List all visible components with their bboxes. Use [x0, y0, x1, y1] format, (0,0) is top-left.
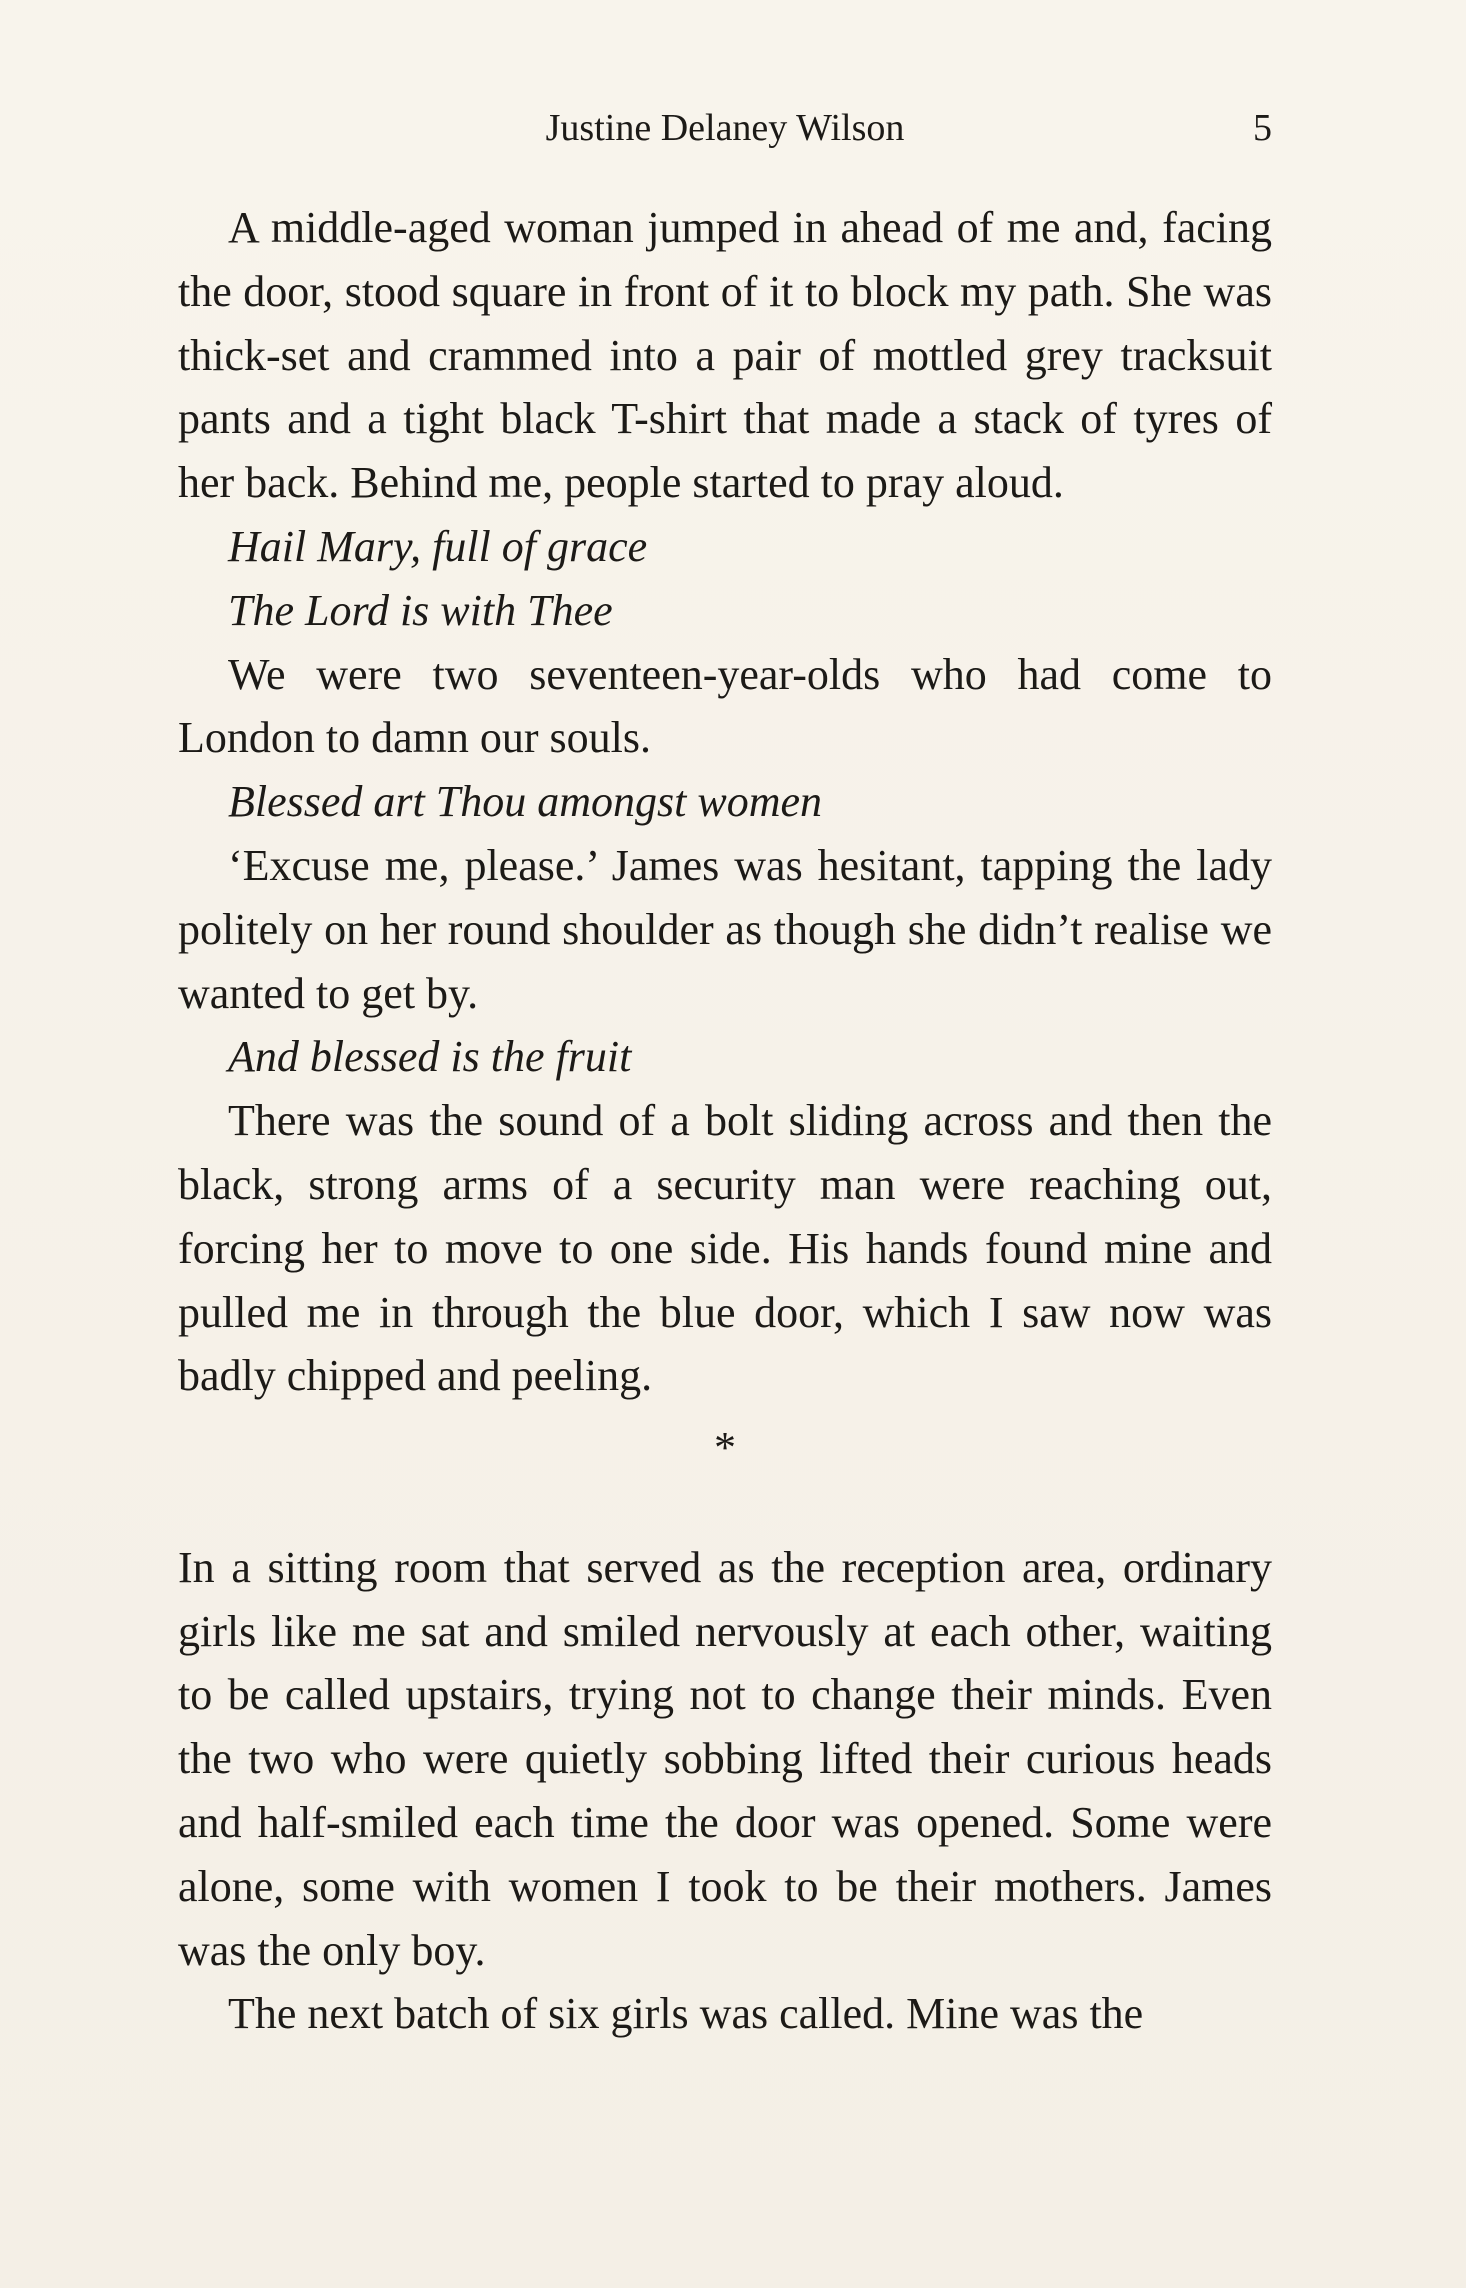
paragraph: We were two seventeen-year-olds who had come to London to damn our souls.: [178, 649, 1272, 763]
paragraph: ‘Excuse me, please.’ James was hesitant, tapping the lady politely on her round shoulder as though she didn’t realise we wanted to get by.: [178, 840, 1272, 1018]
paragraph: The next batch of six girls was called. Mine was the: [228, 1989, 1144, 2039]
prayer-line: The Lord is with Thee: [228, 585, 613, 635]
paragraph: There was the sound of a bolt sliding across and then the black, strong arms of a security man were reaching out, forcing her to move to one side. His hands found mine and pulled me in through the blue door, which I saw now was badly chipped and peeling.: [178, 1096, 1272, 1401]
section-break: *: [714, 1423, 736, 1473]
prayer-line: And blessed is the fruit: [228, 1032, 632, 1082]
running-head: [178, 100, 1272, 156]
paragraph: A middle-aged woman jumped in ahead of me and, facing the door, stood square in front of it to block my path. She was thick-set and crammed into a pair of mottled grey tracksuit pants and a tight black T-shirt that made a stack of tyres of her back. Behind me, people started to pray aloud.: [178, 203, 1272, 508]
running-title: Justine Delaney Wilson: [545, 107, 905, 149]
prayer-line: Blessed art Thou amongst women: [228, 777, 822, 827]
page-number: 5: [1253, 107, 1272, 149]
prayer-line: Hail Mary, full of grace: [228, 521, 648, 571]
body-text: [178, 196, 1272, 2046]
paragraph: In a sitting room that served as the reception area, ordinary girls like me sat and smiled nervously at each other, waiting to be called upstairs, trying not to change their minds. Even the two who were quietly sobbing lifted their curious heads and half-smiled each time the door was opened. Some were alone, some with women I took to be their mothers. James was the only boy.: [178, 1542, 1272, 1975]
